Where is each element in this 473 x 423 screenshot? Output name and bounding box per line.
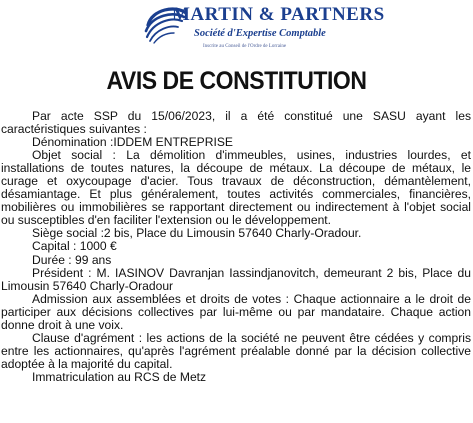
president-paragraph: Président : M. IASINOV Davranjan Iassindjanovitch, demeurant 2 bis, Place du Limousin 57640 Charly-Oradour bbox=[1, 265, 471, 293]
firm-registration: Inscrite au Conseil de l'Ordre de Lorraine bbox=[203, 44, 287, 49]
duration-line: Durée : 99 ans bbox=[32, 252, 112, 267]
admission-paragraph: Admission aux assemblées et droits de votes : Chaque actionnaire a le droit de participer aux décisions collectives par lui-même ou par mandataire. Chaque action donne droit à une voix. bbox=[1, 291, 471, 332]
firm-header bbox=[0, 0, 473, 62]
firm-name: MARTIN & PARTNERS bbox=[172, 4, 385, 25]
approval-clause-paragraph: Clause d'agrément : les actions de la société ne peuvent être cédées y compris entre les actionnaires, qu'après l'agrément préalable donné par la décision collective adoptée à la majorité du capital. bbox=[1, 330, 471, 371]
capital-line: Capital : 1000 € bbox=[32, 239, 117, 254]
intro-paragraph: Par acte SSP du 15/06/2023, il a été constitué une SASU ayant les caractéristiques suivantes : bbox=[1, 109, 471, 137]
object-paragraph: Objet social : La démolition d'immeubles, usines, industries lourdes, et installations de toutes natures, la découpe de métaux. La découpe de métaux, le curage et oxycoupage d'acier. Tous travaux de déconstruction, démantèlement, désamiantage. Et plus généralement, toutes activités commerciales, financières, mobilières ou immobilières se rapportant directement ou indirectement à l'objet social ou susceptibles d'en faciliter l'extension ou le développement. bbox=[1, 148, 471, 228]
registered-office-line: Siège social :2 bis, Place du Limousin 57640 Charly-Oradour. bbox=[32, 226, 362, 241]
denomination-line: Dénomination :IDDEM ENTREPRISE bbox=[32, 135, 233, 150]
firm-subtitle: Société d'Expertise Comptable bbox=[194, 28, 326, 39]
notice-title: AVIS DE CONSTITUTION bbox=[106, 67, 367, 95]
registration-line: Immatriculation au RCS de Metz bbox=[32, 369, 207, 384]
notice-body bbox=[1, 110, 471, 384]
